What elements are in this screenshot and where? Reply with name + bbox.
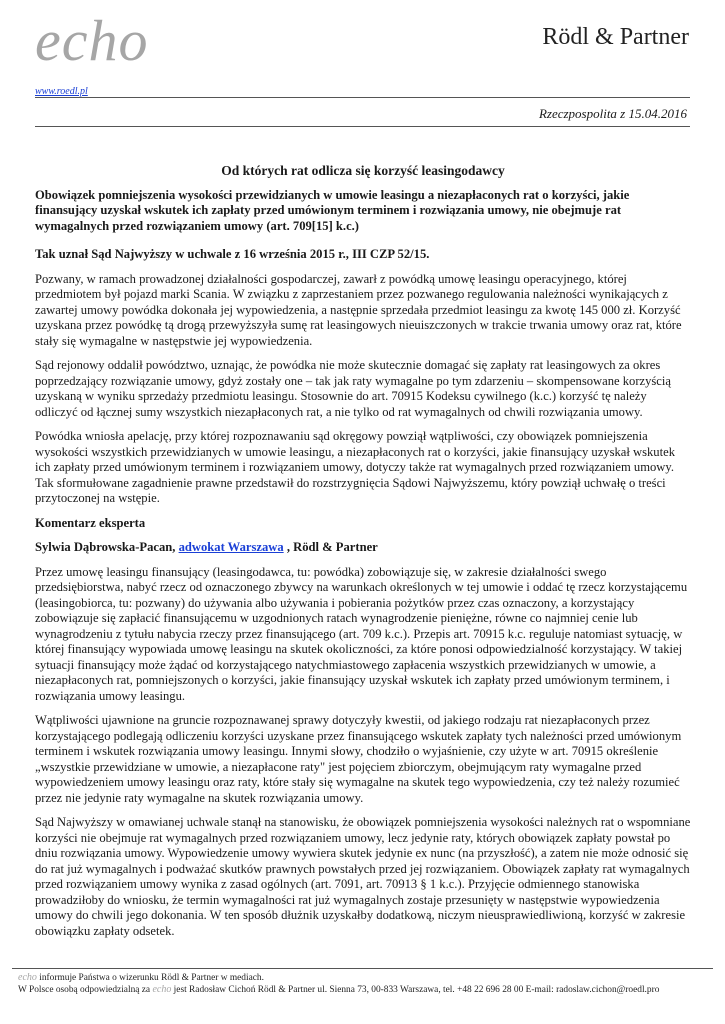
author-link[interactable]: adwokat Warszawa [178, 540, 284, 554]
article-title: Od których rat odlicza się korzyść leasingodawcy [221, 163, 505, 178]
header-divider-bottom [35, 126, 690, 127]
footer-echo-logo: echo [18, 972, 37, 983]
footer-divider [12, 968, 713, 969]
footer [18, 972, 718, 996]
author-name: Sylwia Dąbrowska-Pacan, [35, 540, 176, 554]
publication-date: Rzeczpospolita z 15.04.2016 [538, 106, 687, 121]
website-link[interactable]: www.roedl.pl [35, 86, 88, 97]
paragraph-6: Sąd Najwyższy w omawianej uchwale stanął na stanowisku, że obowiązek pomniejszenia wysokości należnych rat o wspomniane korzyści nie obejmuje rat wymagalnych przed rozwiązaniem umowy, lecz jedynie raty, których obowiązek zapłaty powstał po dniu rozwiązania umowy. Wypowiedzenie umowy wywiera skutek jedynie ex nunc (na przyszłość), a zatem nie może odnosić się do rat już wymagalnych i podważać skutków prawnych powstałych przed jej rozwiązaniem. Obowiązek zapłaty rat wymagalnych przed rozwiązaniem umowy wynika z zasad ogólnych (art. 7091, art. 70913 § 1 k.c.). Przyjęcie odmiennego stanowiska prowadziłoby do wniosku, że termin wymagalności rat już wymagalnych zostaje przesunięty w następstwie wypowiedzenia umowy do chwili jego dokonania. W ten sposób dłużnik uzyskałby dodatkową, niczym nieusprawiedliwioną, korzyść w zakresie obowiązku zapłaty odsetek. [35, 815, 691, 938]
footer-line-2: W Polsce osobą odpowiedzialną za echo jest Radosław Cichoń Rödl & Partner ul. Sienna 73, 00-833 Warszawa, tel. +48 22 696 28 00 E-mail: radoslaw.cichon@roedl.pro [18, 984, 660, 995]
brand-name: Rödl & Partner [542, 24, 689, 50]
footer-line-1: echo informuje Państwa o wizerunku Rödl & Partner w mediach. [18, 972, 264, 983]
paragraph-5: Wątpliwości ujawnione na gruncie rozpoznawanej sprawy dotyczyły kwestii, od jakiego rodzaju rat niezapłaconych przez korzystającego podlegają odliczeniu korzyści uzyskane przez finansującego wskutek zapłaty tych należności przed umówionym terminem i wskutek rozwiązania umowy leasingu. Innymi słowy, chodziło o wyjaśnienie, czy użyte w art. 70915 określenie „wszystkie przewidziane w umowie, a niezapłacone raty" jest pojęciem zbiorczym, obejmującym raty wymagalne przed wypowiedzeniem umowy leasingu oraz raty, które stały się wymagalne na skutek tego wypowiedzenia, czy też należy rozumieć przez nie jedynie raty wymagalne na skutek rozwiązania umowy. [35, 713, 682, 805]
author-line [35, 540, 691, 556]
paragraph-3: Powódka wniosła apelację, przy której rozpoznawaniu sąd okręgowy powziął wątpliwości, czy obowiązek pomniejszenia wysokości wszystkich przewidzianych w umowie leasingu, a niezapłaconych rat o korzyści, jakie finansujący uzyskał wskutek ich zapłaty przed umówionym terminem i rozwiązaniem umowy, dotyczy także rat wymagalnych przed rozwiązaniem umowy. Tak sformułowane zagadnienie prawne przedstawił do rozstrzygnięcia Sądowi Najwyższemu, który powziął uchwałę o treści przytoczonej na wstępie. [35, 429, 675, 505]
article-body [35, 163, 691, 948]
author-firm: , Rödl & Partner [286, 540, 378, 554]
footer-echo-logo-2: echo [152, 984, 172, 995]
comment-heading: Komentarz eksperta [35, 515, 146, 530]
court-ruling: Tak uznał Sąd Najwyższy w uchwale z 16 września 2015 r., III CZP 52/15. [35, 247, 430, 261]
paragraph-1: Pozwany, w ramach prowadzonej działalności gospodarczej, zawarł z powódką umowę leasingu operacyjnego, której przedmiotem był pojazd marki Scania. W związku z zaprzestaniem przez pozwanego regulowania należności wynikających z zawartej umowy powódka dokonała jej wypowiedzenia, a następnie sprzedała przedmiot leasingu za kwotę 145 000 zł. Korzyść uzyskana przez powódkę tą drogą przewyższyła sumę rat leasingowych nieuiszczonych w trakcie trwania umowy oraz rat, które stały się wymagalne w następstwie jej wypowiedzenia. [35, 271, 682, 348]
paragraph-2: Sąd rejonowy oddalił powództwo, uznając, że powódka nie może skutecznie domagać się zapłaty rat leasingowych za okres poprzedzający rozwiązanie umowy, gdyż zostały one – tak jak raty wymagalne po tym zdarzeniu – skompensowane korzyścią uzyskaną w wyniku sprzedaży przedmiotu leasingu. Stosownie do art. 70915 Kodeksu cywilnego (k.c.) korzyść tę należy odliczyć od łącznej sumy wszystkich niezapłaconych rat, a nie tylko od rat wymagalnych od chwili rozwiązania umowy. [35, 358, 671, 419]
article-lead: Obowiązek pomniejszenia wysokości przewidzianych w umowie leasingu a niezapłaconych rat o korzyści, jakie finansujący uzyskał wskutek ich zapłaty przed umówionym terminem i rozwiązania umowy, nie obejmuje rat wymagalnych przed rozwiązaniem umowy (art. 709[15] k.c.) [35, 187, 630, 233]
echo-logo: echo [35, 8, 149, 73]
header-divider [35, 97, 690, 98]
paragraph-4: Przez umowę leasingu finansujący (leasingodawca, tu: powódka) zobowiązuje się, w zakresie działalności swego przedsiębiorstwa, nabyć rzecz od oznaczonego zbywcy na warunkach określonych w tej umowie i oddać tę rzecz korzystającemu (leasingobiorca, tu: pozwany) do używania albo używania i pobierania pożytków przez czas oznaczony, a korzystający zobowiązuje się zapłacić finansującemu w uzgodnionych ratach wynagrodzenie pieniężne, równe co najmniej cenie lub wynagrodzeniu z tytułu nabycia rzeczy przez finansującego (art. 709 k.c.). Przepis art. 70915 k.c. reguluje natomiast sytuację, w której finansujący wypowiada umowę leasingu na skutek okoliczności, za które ponosi odpowiedzialność korzystający. W takiej sytuacji finansujący może żądać od korzystającego natychmiastowego zapłacenia wszystkich przewidzianych w umowie, a niezapłaconych rat, pomniejszonych o korzyści, jakie finansujący uzyskał wskutek ich zapłaty przed umówionym terminem, i rozwiązania umowy leasingu. [35, 564, 688, 703]
